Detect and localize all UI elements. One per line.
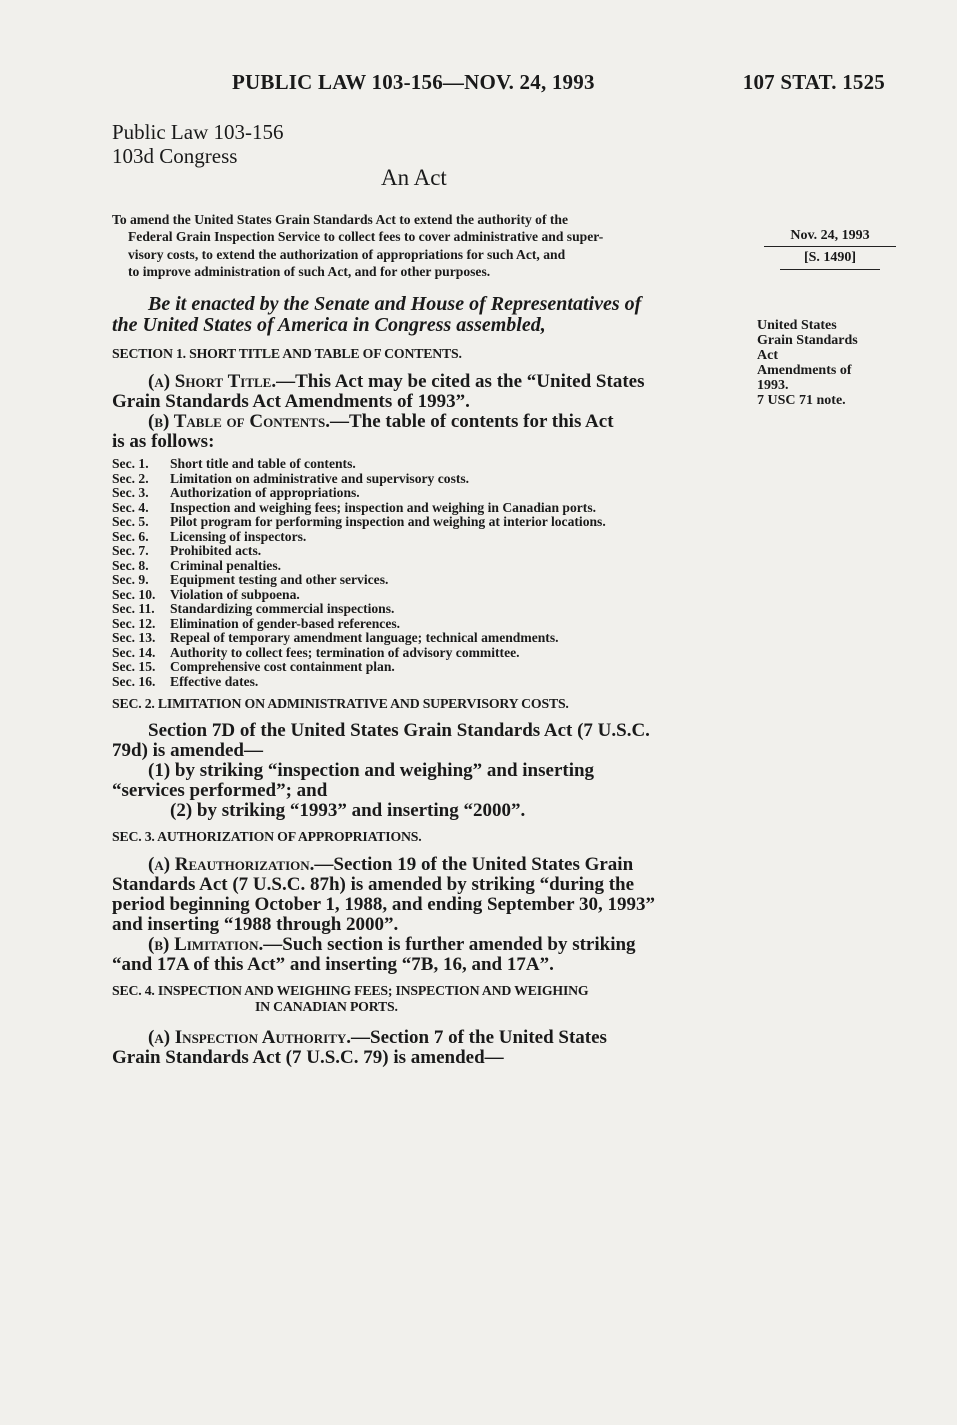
page-citation: 107 STAT. 1525 [742,70,885,94]
toc-title: Comprehensive cost containment plan. [170,659,395,674]
running-head [232,70,885,98]
toc-title: Limitation on administrative and supervisory costs. [170,470,470,486]
toc-entry [112,631,752,646]
toc-number: Sec. 8. [112,557,149,573]
toc-number: Sec. 9. [112,572,149,587]
toc-entry [112,602,752,617]
toc-number: Sec. 1. [112,456,149,471]
toc-title: Prohibited acts. [170,543,262,558]
subsection-a-text: —Section 19 of the United States Grain [314,854,634,875]
toc-entry [112,646,752,661]
toc-title: Inspection and weighing fees; inspection and weighing in Canadian ports. [170,499,597,515]
law-identifier [112,120,283,168]
toc-number: Sec. 7. [112,543,149,558]
toc-number: Sec. 14. [112,644,156,660]
toc-title: Authority to collect fees; termination of advisory committee. [170,644,520,660]
subsection-a-label: (a) Short Title. [148,371,277,392]
margin-note-line: United States [757,318,837,333]
section-2-text [112,721,740,821]
margin-note-line: 1993. [757,378,789,393]
toc-entry [112,617,752,632]
subsection-b-text: “and 17A of this Act” and inserting “7B, 16, and 17A”. [112,954,554,975]
section-3-text [112,855,740,975]
toc-number: Sec. 13. [112,630,156,645]
subsection-a-text: —Section 7 of the United States [351,1027,607,1048]
toc-number: Sec. 4. [112,499,149,515]
toc-title: Standardizing commercial inspections. [170,601,395,616]
toc-number: Sec. 15. [112,659,156,674]
subsection-b-text: —The table of contents for this Act [329,411,614,432]
subsection-b-text: is as follows: [112,431,215,452]
toc-title: Authorization of appropriations. [170,485,360,500]
section-3-heading: SEC. 3. AUTHORIZATION OF APPROPRIATIONS. [112,829,422,844]
toc-entry [112,486,752,501]
toc-title: Pilot program for performing inspection and weighing at interior locations. [170,514,606,529]
subsection-a-label: (a) Inspection Authority. [148,1027,351,1048]
section-2-line: 79d) is amended— [112,740,263,761]
section-2-heading: SEC. 2. LIMITATION ON ADMINISTRATIVE AND SUPERVISORY COSTS. [112,696,569,711]
section-2-line: (1) by striking “inspection and weighing” and inserting [148,760,595,781]
margin-note-line: Grain Standards [757,333,858,348]
toc-number: Sec. 10. [112,586,156,602]
purpose-line: to improve administration of such Act, and for other purposes. [128,264,491,280]
toc-number: Sec. 16. [112,673,156,689]
toc-entry [112,544,752,559]
section-1-text [112,372,740,452]
toc-entry [112,660,752,675]
act-title: An Act [381,165,447,190]
congress: 103d Congress [112,144,238,168]
bill-number: [S. 1490] [803,250,857,265]
subsection-a-text: Grain Standards Act (7 U.S.C. 79) is amended— [112,1047,504,1068]
enacting-line: the United States of America in Congress assembled, [112,314,546,336]
subsection-a-text: Standards Act (7 U.S.C. 87h) is amended by striking “during the [112,874,635,895]
subsection-a-text: —This Act may be cited as the “United States [276,371,645,392]
section-1-heading: SECTION 1. SHORT TITLE AND TABLE OF CONTENTS. [112,346,462,361]
section-4-text [112,1028,740,1068]
toc-entry [112,515,752,530]
margin-note-line: Act [757,348,778,363]
purpose-line: Federal Grain Inspection Service to collect fees to cover administrative and super- [128,229,604,245]
margin-note-line: Amendments of [757,363,852,378]
toc-title: Repeal of temporary amendment language; technical amendments. [170,630,559,645]
section-4-heading-line: SEC. 4. INSPECTION AND WEIGHING FEES; INSPECTION AND WEIGHING [112,983,589,998]
running-head-title: PUBLIC LAW 103-156—NOV. 24, 1993 [232,70,595,94]
toc-number: Sec. 2. [112,470,149,486]
purpose-clause [112,211,740,281]
toc-title: Effective dates. [170,673,259,689]
toc-title: Equipment testing and other services. [170,572,389,587]
purpose-line: To amend the United States Grain Standards Act to extend the authority of the [112,212,569,227]
toc-entry [112,457,752,472]
subsection-b-text: —Such section is further amended by striking [263,934,636,955]
toc-number: Sec. 5. [112,514,149,529]
enactment-date-box [764,228,896,270]
toc-entry [112,472,752,487]
divider [764,246,896,247]
toc-title: Short title and table of contents. [170,456,356,471]
toc-entry [112,675,752,690]
subsection-a-text: and inserting “1988 through 2000”. [112,914,399,935]
section-4-heading [112,983,740,1015]
subsection-a-text: Grain Standards Act Amendments of 1993”. [112,391,470,412]
table-of-contents [112,457,752,689]
toc-entry [112,530,752,545]
law-number: Public Law 103-156 [112,120,284,144]
toc-entry [112,588,752,603]
enacting-line: Be it enacted by the Senate and House of Representatives of [148,293,642,315]
subsection-b-label: (b) Table of Contents. [148,411,330,432]
subsection-a-text: period beginning October 1, 1988, and ending September 30, 1993” [112,894,655,915]
toc-entry [112,501,752,516]
toc-number: Sec. 11. [112,601,155,616]
section-2-line: (2) by striking “1993” and inserting “2000”. [170,800,526,821]
toc-entry [112,559,752,574]
toc-number: Sec. 3. [112,485,149,500]
toc-title: Criminal penalties. [170,557,282,573]
toc-number: Sec. 12. [112,615,156,631]
purpose-line: visory costs, to extend the authorization of appropriations for such Act, and [128,246,566,262]
divider [780,269,880,270]
section-4-heading-line: IN CANADIAN PORTS. [255,999,398,1014]
toc-number: Sec. 6. [112,528,149,544]
enacting-clause [112,294,740,336]
margin-note-line: 7 USC 71 note. [757,393,846,408]
toc-entry [112,573,752,588]
subsection-a-label: (a) Reauthorization. [148,854,315,875]
section-2-line: “services performed”; and [112,780,328,801]
section-2-line: Section 7D of the United States Grain Standards Act (7 U.S.C. [148,720,650,741]
toc-title: Licensing of inspectors. [170,528,307,544]
toc-title: Violation of subpoena. [170,586,300,602]
subsection-b-label: (b) Limitation. [148,934,264,955]
margin-note [757,318,858,408]
enactment-date: Nov. 24, 1993 [790,228,870,243]
toc-title: Elimination of gender-based references. [170,615,401,631]
